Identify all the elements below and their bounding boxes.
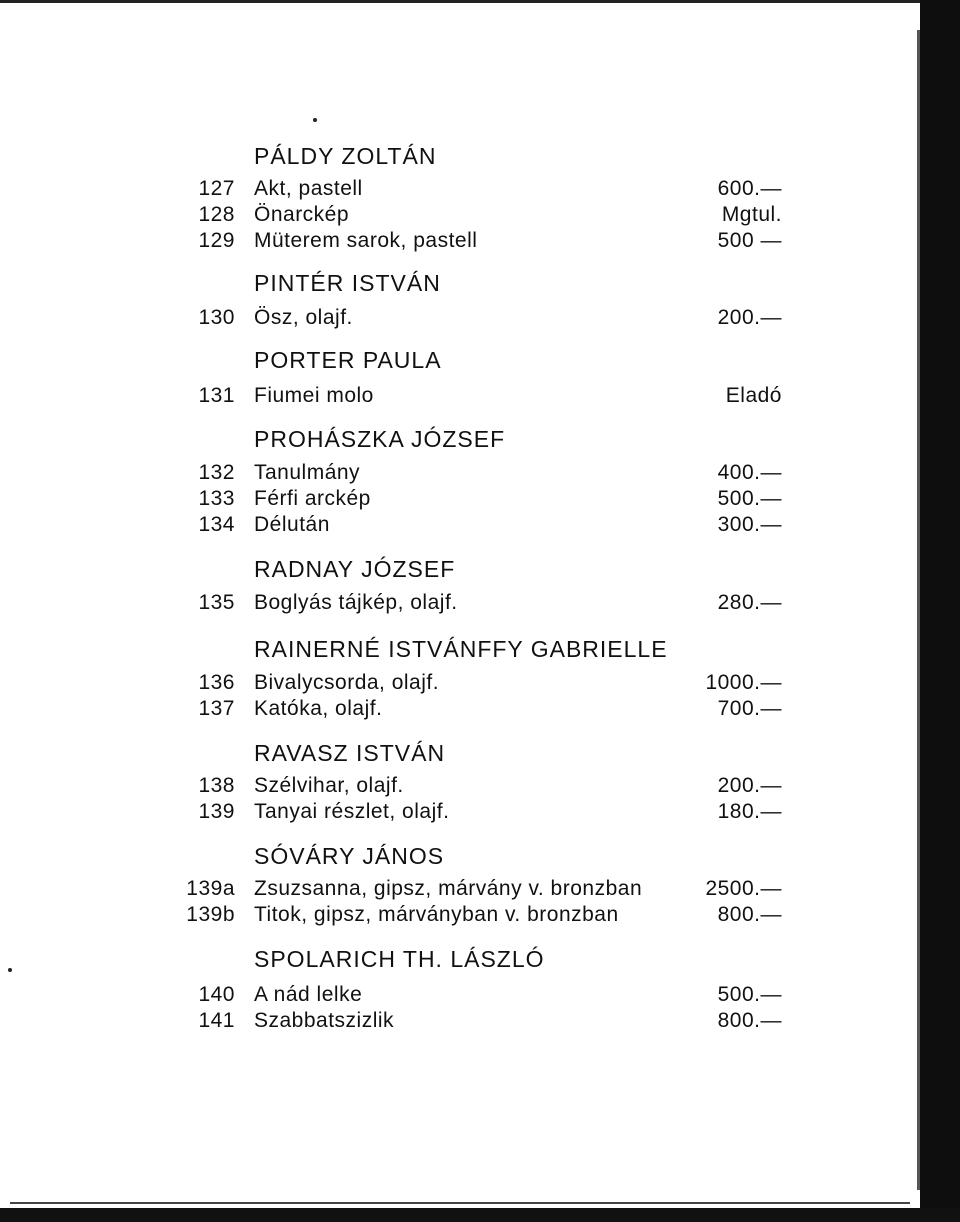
catalog-entry [0,877,960,903]
entry-price: Eladó [725,384,782,407]
entry-price: Mgtul. [721,203,782,226]
entry-title: Tanyai részlet, olajf. [254,800,450,823]
entry-price: 1000.— [705,671,782,694]
entry-number: 138 [198,774,235,797]
artist-name: PINTÉR ISTVÁN [254,270,441,296]
entry-price: 800.— [717,1009,782,1032]
entry-number: 141 [198,1009,235,1032]
entry-price: 700.— [717,697,782,720]
artist-name: RAVASZ ISTVÁN [254,740,446,766]
entry-number: 133 [198,487,235,510]
entry-number: 127 [198,177,235,200]
entry-price: 400.— [717,461,782,484]
catalog-entry [0,774,960,800]
entry-title: Ösz, olajf. [254,306,353,329]
entry-number: 139 [198,800,235,823]
entry-title: Fiumei molo [254,384,374,407]
catalog-entry [0,800,960,826]
entry-number: 131 [198,384,235,407]
entry-title: Tanulmány [254,461,361,484]
catalog-entry [0,671,960,697]
entry-title: Titok, gipsz, márványban v. bronzban [254,903,619,926]
entry-price: 500 — [717,229,782,252]
entry-title: Szélvihar, olajf. [254,774,404,797]
artist-name: SPOLARICH TH. LÁSZLÓ [254,946,545,972]
entry-number: 130 [198,306,235,329]
entry-price: 280.— [717,591,782,614]
entry-title: Önarckép [254,203,350,226]
entry-price: 500.— [717,487,782,510]
catalog-entry [0,513,960,539]
entry-title: Müterem sarok, pastell [254,229,478,252]
entry-price: 2500.— [705,877,782,900]
entry-price: 300.— [717,513,782,536]
entry-number: 139b [186,903,235,926]
entry-title: Boglyás tájkép, olajf. [254,591,458,614]
artist-name: PÁLDY ZOLTÁN [254,143,437,169]
catalog-entry [0,983,960,1009]
entry-number: 129 [198,229,235,252]
artist-name: SÓVÁRY JÁNOS [254,843,445,869]
entry-title: Akt, pastell [254,177,363,200]
entry-price: 600.— [717,177,782,200]
catalog-entry [0,229,960,255]
catalog-entry [0,591,960,617]
entry-price: 200.— [717,774,782,797]
catalog-entry [0,487,960,513]
entry-price: 800.— [717,903,782,926]
artist-name: PROHÁSZKA JÓZSEF [254,426,506,452]
entry-title: Bivalycsorda, olajf. [254,671,440,694]
catalog-entry [0,461,960,487]
entry-number: 134 [198,513,235,536]
entry-title: Férfi arckép [254,487,371,510]
entry-number: 135 [198,591,235,614]
catalog-entry [0,697,960,723]
entry-number: 140 [198,983,235,1006]
catalog-entry [0,1009,960,1035]
artist-name: RADNAY JÓZSEF [254,556,456,582]
entry-title: Katóka, olajf. [254,697,383,720]
catalog-entry [0,306,960,332]
entry-number: 128 [198,203,235,226]
entry-title: Délután [254,513,330,536]
entry-number: 136 [198,671,235,694]
catalog-entry [0,177,960,203]
entry-number: 132 [198,461,235,484]
entry-title: A nád lelke [254,983,363,1006]
catalog-entry [0,203,960,229]
entry-number: 139a [186,877,235,900]
entry-number: 137 [198,697,235,720]
entry-title: Zsuzsanna, gipsz, márvány v. bronzban [254,877,643,900]
entry-title: Szabbatszizlik [254,1009,395,1032]
catalog-entry [0,384,960,410]
entry-price: 500.— [717,983,782,1006]
artist-name: PORTER PAULA [254,347,442,373]
artist-name: RAINERNÉ ISTVÁNFFY GABRIELLE [254,636,668,662]
entry-price: 200.— [717,306,782,329]
catalog-entry [0,903,960,929]
entry-price: 180.— [717,800,782,823]
